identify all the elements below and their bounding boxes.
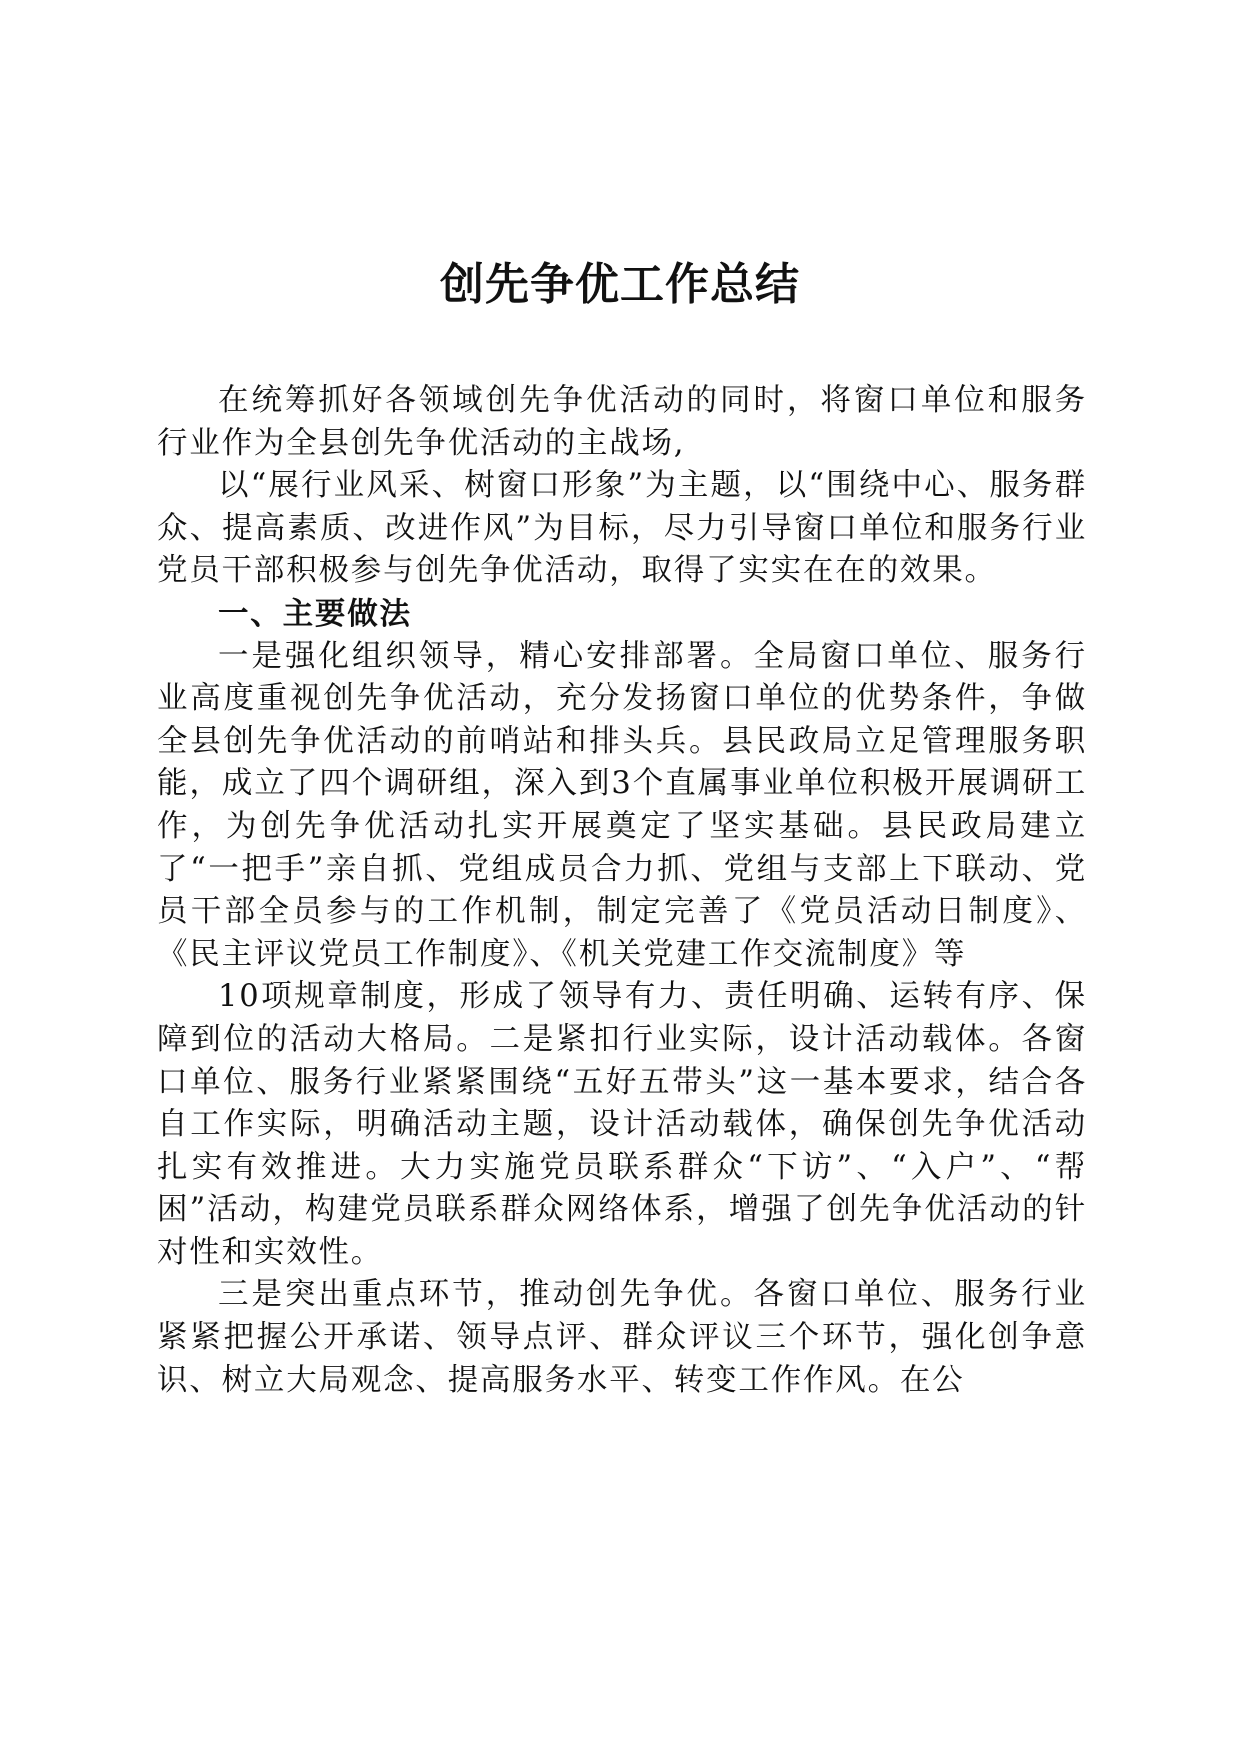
- document-body: [157, 380, 1087, 1402]
- section-heading-main-practices: 一、主要做法: [218, 595, 412, 632]
- section-paragraph-2: 10项规章制度，形成了领导有力、责任明确、运转有序、保障到位的活动大格局。二是紧扣行业实际，设计活动载体。各窗口单位、服务行业紧紧围绕“五好五带头”这一基本要求，结合各自工作实际，明确活动主题，设计活动载体，确保创先争优活动扎实有效推进。大力实施党员联系群众“下访”、“入户”、“帮困”活动，构建党员联系群众网络体系，增强了创先争优活动的针对性和实效性。: [157, 979, 1087, 1270]
- intro-paragraph-1: 在统筹抓好各领域创先争优活动的同时，将窗口单位和服务行业作为全县创先争优活动的主战场,: [157, 383, 1087, 461]
- intro-paragraph-2: 以“展行业风采、树窗口形象”为主题，以“围绕中心、服务群众、提高素质、改进作风”为目标，尽力引导窗口单位和服务行业党员干部积极参与创先争优活动，取得了实实在在的效果。: [157, 468, 1087, 589]
- section-paragraph-3: 三是突出重点环节，推动创先争优。各窗口单位、服务行业紧紧把握公开承诺、领导点评、群众评议三个环节，强化创争意识、树立大局观念、提高服务水平、转变工作作风。在公: [157, 1277, 1087, 1398]
- document-title: 创先争优工作总结: [440, 259, 800, 310]
- section-paragraph-1: 一是强化组织领导，精心安排部署。全局窗口单位、服务行业高度重视创先争优活动，充分发扬窗口单位的优势条件，争做全县创先争优活动的前哨站和排头兵。县民政局立足管理服务职能，成立了四个调研组，深入到3个直属事业单位积极开展调研工作，为创先争优活动扎实开展奠定了坚实基础。县民政局建立了“一把手”亲自抓、党组成员合力抓、党组与支部上下联动、党员干部全员参与的工作机制，制定完善了《党员活动日制度》、《民主评议党员工作制度》、《机关党建工作交流制度》等: [157, 638, 1087, 972]
